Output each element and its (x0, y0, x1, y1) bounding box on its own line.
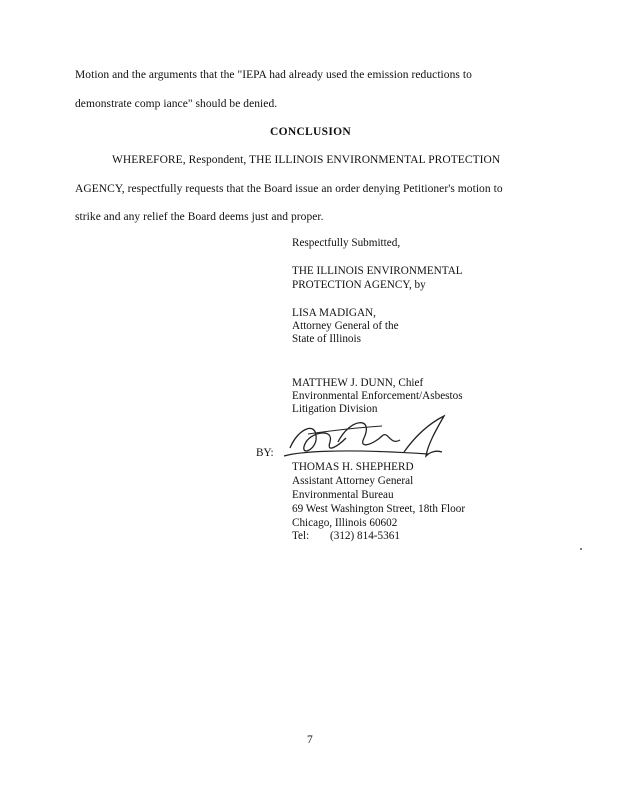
section-heading: CONCLUSION (270, 126, 351, 138)
agency-name-line: PROTECTION AGENCY, by (292, 279, 426, 291)
chief-title: Litigation Division (292, 403, 378, 415)
address-line: Chicago, Illinois 60602 (292, 517, 398, 529)
agency-name-line: THE ILLINOIS ENVIRONMENTAL (292, 265, 463, 277)
telephone-label: Tel: (292, 530, 310, 542)
body-paragraph-line: demonstrate comp iance" should be denied. (75, 98, 278, 110)
page-number: 7 (307, 734, 313, 746)
body-paragraph-line: WHEREFORE, Respondent, THE ILLINOIS ENVIRONMENTAL PROTECTION (112, 154, 501, 166)
signer-title: Assistant Attorney General (292, 475, 414, 487)
chief-title: Environmental Enforcement/Asbestos (292, 390, 463, 402)
telephone-number: (312) 814-5361 (330, 530, 400, 542)
body-paragraph-line: Motion and the arguments that the "IEPA had already used the emission reductions to (75, 69, 472, 81)
scan-speck (580, 548, 582, 550)
chief-name: MATTHEW J. DUNN, Chief (292, 377, 424, 389)
body-paragraph-line: AGENCY, respectfully requests that the Board issue an order denying Petitioner's motion to (75, 183, 503, 195)
bureau-name: Environmental Bureau (292, 489, 394, 501)
attorney-general-name: LISA MADIGAN, (292, 307, 376, 319)
body-paragraph-line: strike and any relief the Board deems just and proper. (75, 211, 324, 223)
closing-text: Respectfully Submitted, (292, 237, 401, 249)
signer-name: THOMAS H. SHEPHERD (292, 461, 414, 473)
attorney-general-title: Attorney General of the (292, 320, 399, 332)
handwritten-signature (278, 412, 453, 468)
by-label: BY: (256, 447, 274, 459)
address-line: 69 West Washington Street, 18th Floor (292, 503, 466, 515)
attorney-general-title: State of Illinois (292, 333, 361, 345)
